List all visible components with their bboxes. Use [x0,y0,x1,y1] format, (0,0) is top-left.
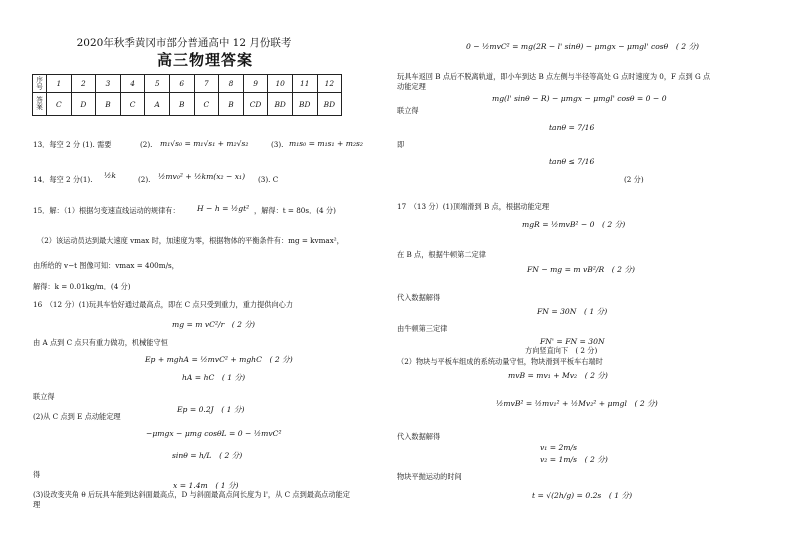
q16-line7: 理 [33,500,41,509]
q17-line7: 代入数据解得 [397,432,441,441]
q17-line2: 在 B 点，根据牛顿第二定律 [397,250,486,259]
answer-cell: D [71,93,96,116]
question-number: 12 [317,75,342,93]
q15-line4: 解得：k = 0.01kg/m．(4 分) [33,282,131,291]
q16-line5: 得 [33,470,41,479]
row-label: 答案 [33,93,47,116]
q16-eq6: sinθ = h/L ( 2 分) [172,451,243,460]
q16-line2: 由 A 点到 C 点只有重力做功，机械能守恒 [33,338,168,347]
q17-eq5: mvB = mv₁ + Mv₂ ( 2 分) [508,371,608,380]
q16-eq5: −μmgx − μmg cosθL = 0 − ½mvC² [146,429,282,438]
question-number: 6 [169,75,194,93]
q17-line1: 17 （13 分）(1)顶端滑到 B 点，根据动能定理 [397,202,550,211]
q17-eq2: FN − mg = m vB²/R ( 2 分) [527,265,635,274]
q15-line2: （2）该运动员达到最大速度 vmax 时，加速度为零，根据物体的平衡条件有：mg = kvmax²， [37,236,344,245]
q16-eq10: tanθ = 7/16 [549,123,595,132]
row-label: 序号 [33,75,47,93]
q16-line11: 即 [397,140,405,149]
q17-eq1: mgR = ½mvB² − 0 ( 2 分) [522,220,626,229]
q16-eq11: tanθ ≤ 7/16 [549,157,595,166]
q17-eq7: v₁ = 2m/s [540,443,578,452]
q13-part2: (2). [140,140,153,149]
question-number: 8 [219,75,244,93]
q16-eq9: mg(l' sinθ − R) − μmgx − μmgl' cosθ = 0 − 0 [492,94,667,103]
q17-eq3: FN = 30N ( 1 分) [537,307,608,316]
q16-line8: 玩具车返回 B 点后不脱离轨道，即小车到达 B 点左侧与半径等高处 G 点时速度为 0，F 点到 G 点 [397,72,711,81]
q14-part2: (2). [138,175,151,184]
answer-table [32,74,342,116]
q17-eq4: FN' = FN = 30N [540,337,605,346]
question-number: 11 [292,75,317,93]
q15-line1: 15．解：（1）根据匀变速直线运动的规律有： [33,206,180,215]
answer-cell: B [96,93,121,116]
question-number: 7 [194,75,219,93]
q16-line4: (2)从 C 点到 E 点动能定理 [33,412,121,421]
answer-cell: BD [292,93,317,116]
q17-eq8: v₂ = 1m/s ( 2 分) [540,455,608,464]
question-number: 5 [145,75,170,93]
q16-eq2: Ep + mghA = ½mvC² + mghC ( 2 分) [145,355,293,364]
q16-eq3: hA = hC ( 1 分) [182,373,246,382]
q17-line3: 代入数据解得 [397,293,441,302]
q16-line6: (3)设改变夹角 θ 后玩具车能到达斜面最高点，D 与斜面最高点间长度为 l'，从 C 点到最高点动能定 [33,490,350,499]
question-number: 4 [120,75,145,93]
answer-cell: C [120,93,145,116]
q13-eq3: m₁s₀ = m₁s₁ + m₂s₂ [289,139,363,148]
q16-line3: 联立得 [33,392,55,401]
q16-eq8: 0 − ½mvC² = mg(2R − l' sinθ) − μmgx − μmgl' cosθ ( 2 分) [466,42,700,51]
q16-eq1: mg = m vC²/r ( 2 分) [172,320,255,329]
question-number: 3 [96,75,121,93]
q17-line4: 由牛顿第三定律 [397,324,448,333]
q16-line10: 联立得 [397,106,419,115]
answer-cell: B [169,93,194,116]
answer-cell: A [145,93,170,116]
answer-cell: C [47,93,72,116]
q16-eq7: x = 1.4m ( 1 分) [173,481,239,490]
q13-line: 13．每空 2 分 (1). 需要 [33,140,112,149]
q17-line6: （2）物块与平板车组成的系统动量守恒，物块滑到平板车右端时 [397,357,603,366]
q13-part3: (3). [271,140,284,149]
q14-part3: (3). C [258,175,279,184]
answer-table-answer-row [33,93,342,116]
page-title: 2020年秋季黄冈市部分普通高中 12 月份联考 [76,37,292,49]
q14-eq2: ½mv₀² + ½km(x₂ − x₁) [158,172,246,181]
question-number: 10 [268,75,293,93]
page-subtitle: 高三物理答案 [156,51,254,69]
q17-eq9: t = √(2h/g) = 0.2s ( 1 分) [532,491,633,500]
q16-points: (2 分) [624,175,644,184]
answer-cell: B [219,93,244,116]
q15-line3: 由所给的 v−t 图像可知：vmax = 400m/s， [33,261,179,270]
q13-eq2: m₁√s₀ = m₁√s₁ + m₂√s₂ [160,139,249,148]
q16-line9: 动能定理 [397,82,426,91]
q15-line1-tail: ，解得：t = 80s．(4 分) [254,206,336,215]
answer-cell: CD [243,93,268,116]
answer-cell: BD [268,93,293,116]
q17-line5: 方向竖直向下 ( 2 分) [525,346,598,355]
answer-table-number-row [33,75,342,93]
q17-eq6: ½mvB² = ½mv₁² + ½Mv₂² + μmgl ( 2 分) [496,399,658,408]
q16-line1: 16 （12 分）(1)玩具车恰好通过最高点，即在 C 点只受到重力，重力提供向心力 [33,300,294,309]
question-number: 2 [71,75,96,93]
answer-cell: BD [317,93,342,116]
q14-eq1: ½k [104,171,116,180]
q16-eq4: Ep = 0.2J ( 1 分) [177,405,245,414]
answer-cell: C [194,93,219,116]
q17-line8: 物块平抛运动的时间 [397,472,462,481]
question-number: 1 [47,75,72,93]
q14-line: 14．每空 2 分(1). [33,175,93,184]
question-number: 9 [243,75,268,93]
q15-eq1: H − h = ½gt² [197,204,250,213]
